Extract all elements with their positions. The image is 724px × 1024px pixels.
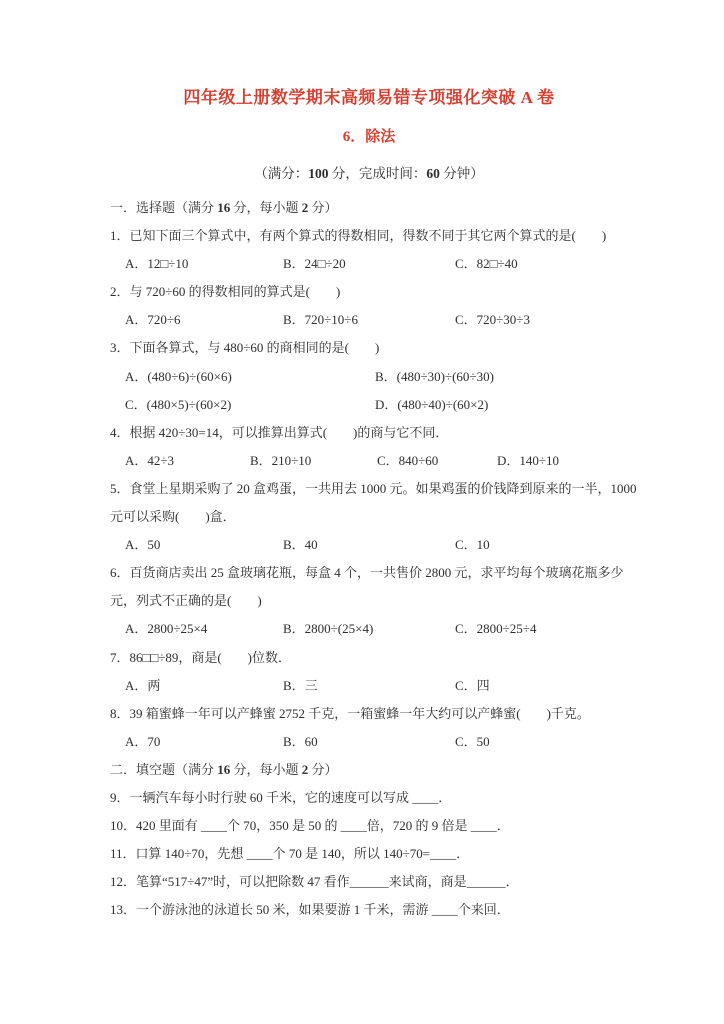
question-3-option-b: B．(480÷30)÷(60÷30)	[375, 368, 494, 384]
exam-info-line	[110, 164, 628, 183]
section-score: 16	[217, 200, 231, 215]
question-6-text-line-2: 元，列式不正确的是( )	[110, 593, 262, 609]
question-5-option-a: A．50	[125, 537, 161, 553]
page-subtitle: 6．除法	[342, 129, 396, 145]
question-9-text: 9．一辆汽车每小时行驶 60 千米，它的速度可以写成 ____．	[110, 789, 452, 805]
info-text-1: （满分：	[254, 166, 309, 181]
section-heading-text-2: 分，每小题	[230, 761, 302, 777]
question-7-options	[110, 672, 628, 700]
question-10-text: 10．420 里面有 ____个 70，350 是 50 的 ____倍，720 的 9 倍是 ____．	[110, 818, 510, 834]
question-1-option-c: C．82□÷40	[455, 256, 518, 272]
question-5-text-line-2: 元可以采购( )盒．	[110, 509, 236, 525]
page-title: 四年级上册数学期末高频易错专项强化突破 A 卷	[183, 88, 555, 107]
question-4-option-c: C．840÷60	[377, 452, 439, 468]
question-8-option-b: B．60	[283, 733, 318, 749]
question-1-option-a: A．12□÷10	[125, 256, 189, 272]
question-2-options	[110, 306, 628, 334]
question-5-option-b: B．40	[283, 537, 318, 553]
question-11-text: 11．口算 140÷70，先想 ____个 70 是 140，所以 140÷70=____．	[110, 846, 470, 862]
question-13-text: 13．一个游泳池的泳道长 50 米，如果要游 1 千米，需游 ____个来回．	[110, 902, 510, 918]
question-8-options	[110, 728, 628, 756]
question-8-option-c: C．50	[455, 733, 490, 749]
section-per-item-score: 2	[301, 761, 309, 777]
section-choice-heading	[110, 194, 628, 222]
question-3-option-c: C．(480×5)÷(60×2)	[125, 396, 232, 412]
question-4-text: 4．根据 420÷30=14，可以推算出算式( )的商与它不同．	[110, 424, 449, 440]
section-score: 16	[217, 761, 231, 777]
exam-content	[110, 194, 637, 924]
info-total-score: 100	[308, 166, 329, 181]
question-6-option-b: B．2800÷(25×4)	[283, 621, 374, 637]
question-7-text: 7．86□□÷89，商是( )位数．	[110, 649, 291, 665]
question-8-text: 8．39 箱蜜蜂一年可以产蜂蜜 2752 千克，一箱蜜蜂一年大约可以产蜂蜜( )千克。	[110, 705, 590, 721]
question-4-option-a: A．42÷3	[125, 452, 175, 468]
question-3-option-a: A．(480÷6)÷(60×6)	[125, 368, 232, 384]
question-1-option-b: B．24□÷20	[283, 256, 346, 272]
section-heading-text-1: 一．选择题（满分	[110, 200, 218, 215]
question-6-options	[110, 615, 628, 643]
question-2-option-b: B．720÷10÷6	[283, 312, 358, 328]
question-7-option-c: C．四	[455, 677, 490, 693]
question-7-option-b: B．三	[283, 677, 318, 693]
section-per-item-score: 2	[301, 200, 309, 215]
question-5-options	[110, 531, 628, 559]
question-3-text: 3．下面各算式，与 480÷60 的商相同的是( )	[110, 340, 380, 356]
question-2-text: 2．与 720÷60 的得数相同的算式是( )	[110, 284, 341, 300]
section-heading-text-3: 分）	[308, 200, 338, 215]
question-6-text-line-1: 6．百货商店卖出 25 盒玻璃花瓶，每盒 4 个，一共售价 2800 元，求平均每个玻璃花瓶多少	[110, 565, 624, 581]
question-3-options-row-2	[110, 391, 628, 419]
question-5-option-c: C．10	[455, 537, 490, 553]
question-12-text: 12．笔算“517÷47”时，可以把除数 47 看作______来试商，商是______．	[110, 874, 519, 890]
question-8-option-a: A．70	[125, 733, 161, 749]
info-time-limit: 60	[426, 166, 440, 181]
question-4-option-b: B．210÷10	[250, 452, 312, 468]
info-text-2: 分，完成时间：	[328, 166, 427, 181]
question-4-option-d: D．140÷10	[497, 452, 560, 468]
question-3-option-d: D．(480÷40)÷(60×2)	[375, 396, 489, 412]
section-heading-text-3: 分）	[308, 761, 338, 777]
info-text-3: 分钟）	[439, 166, 484, 181]
section-heading-text-2: 分，每小题	[230, 200, 302, 215]
section-fill-heading	[110, 756, 628, 784]
question-2-option-a: A．720÷6	[125, 312, 181, 328]
question-6-option-a: A．2800÷25×4	[125, 621, 208, 637]
question-7-option-a: A．两	[125, 677, 161, 693]
question-5-text-line-1: 5．食堂上星期采购了 20 盒鸡蛋，一共用去 1000 元。如果鸡蛋的价钱降到原来的一半，1000	[110, 480, 637, 496]
question-2-option-c: C．720÷30÷3	[455, 312, 530, 328]
question-6-option-c: C．2800÷25÷4	[455, 621, 537, 637]
question-1-options	[110, 250, 628, 278]
section-heading-text-1: 二．填空题（满分	[110, 761, 218, 777]
question-3-options-row-1	[110, 363, 628, 391]
question-4-options	[110, 447, 628, 475]
question-1-text: 1．已知下面三个算式中，有两个算式的得数相同，得数不同于其它两个算式的是( )	[110, 228, 607, 244]
